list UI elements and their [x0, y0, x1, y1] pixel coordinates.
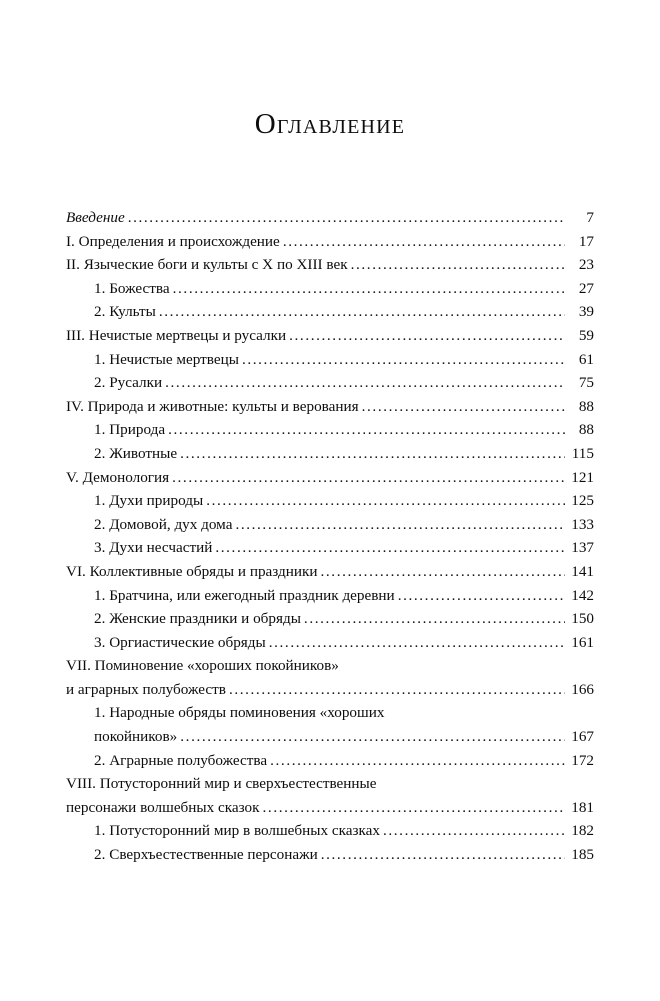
- toc-entry-title: 1. Народные обряды поминовения «хороших: [94, 704, 385, 722]
- toc-entry-page: 23: [578, 256, 594, 274]
- toc-leader-dots: [215, 540, 565, 555]
- toc-leader-dots: [351, 257, 565, 272]
- toc-entry[interactable]: [66, 823, 594, 838]
- toc-leader-dots: [321, 564, 566, 579]
- toc-entry-title: I. Определения и происхождение: [66, 232, 280, 250]
- toc-leader-dots: [304, 611, 565, 626]
- toc-entry-page: 166: [571, 680, 594, 698]
- toc-entry-title-continued: покойников»: [94, 728, 178, 746]
- toc-leader-dots: [173, 281, 565, 296]
- toc-entry-title-continued: и аграрных полубожеств: [66, 680, 226, 698]
- toc-entry-page: 150: [571, 610, 594, 628]
- toc-entry-title: 3. Оргиастические обряды: [94, 633, 266, 651]
- toc-entry[interactable]: [66, 705, 594, 744]
- toc-entry[interactable]: [66, 493, 594, 508]
- toc-leader-dots: [180, 446, 565, 461]
- toc-entry[interactable]: [66, 234, 594, 249]
- toc-entry-title: 1. Нечистые мертвецы: [94, 350, 239, 368]
- toc-entry[interactable]: [66, 776, 594, 815]
- toc-entry-title: 2. Аграрные полубожества: [94, 751, 268, 769]
- toc-entry-title: 2. Женские праздники и обряды: [94, 610, 301, 628]
- toc-entry-title: 1. Духи природы: [94, 492, 204, 510]
- toc-leader-dots: [383, 823, 565, 838]
- toc-entry-title: VI. Коллективные обряды и праздники: [66, 562, 318, 580]
- toc-leader-dots: [242, 352, 565, 367]
- toc-entry-title: 1. Божества: [94, 279, 170, 297]
- toc-entry[interactable]: [66, 422, 594, 437]
- toc-entry[interactable]: [66, 517, 594, 532]
- toc-entry-page: 7: [586, 209, 594, 226]
- toc-entry-page: 121: [571, 468, 594, 486]
- toc-leader-dots: [168, 422, 565, 437]
- toc-entry[interactable]: [66, 635, 594, 650]
- toc-entry-page: 185: [571, 846, 594, 864]
- toc-entry-page: 161: [571, 633, 594, 651]
- toc-entry-page: 133: [571, 515, 594, 533]
- toc-entry-title: 3. Духи несчастий: [94, 539, 213, 557]
- toc-entry[interactable]: [66, 328, 594, 343]
- toc-entry[interactable]: [66, 588, 594, 603]
- toc-entry[interactable]: [66, 281, 594, 296]
- toc-entry-title: 2. Сверхъестественные персонажи: [94, 846, 318, 864]
- toc-entry[interactable]: [66, 611, 594, 626]
- toc-entry[interactable]: [66, 375, 594, 390]
- toc-entry-title: IV. Природа и животные: культы и верования: [66, 397, 359, 415]
- toc-entry-page: 181: [571, 798, 594, 816]
- toc-entry-page: 17: [578, 232, 594, 250]
- toc-entry-page: 167: [571, 728, 594, 746]
- toc-entry-page: 88: [578, 421, 594, 439]
- toc-entry-page: 61: [578, 350, 594, 368]
- toc-leader-dots: [362, 399, 565, 414]
- toc-entry-title: 2. Домовой, дух дома: [94, 515, 233, 533]
- toc-entry[interactable]: [66, 753, 594, 768]
- toc-leader-dots: [321, 847, 565, 862]
- toc-entry[interactable]: [66, 257, 594, 272]
- toc-leader-dots: [263, 800, 565, 815]
- toc-entry[interactable]: [66, 352, 594, 367]
- toc-leader-dots: [165, 375, 565, 390]
- toc-entry-title: II. Языческие боги и культы с X по XIII век: [66, 256, 348, 274]
- toc-leader-dots: [229, 682, 565, 697]
- toc-entry[interactable]: [66, 658, 594, 697]
- toc-entry-page: 142: [571, 586, 594, 604]
- toc-entry-page: 115: [571, 444, 594, 462]
- page-title: Оглавление: [254, 108, 406, 140]
- toc-entry-title: 1. Братчина, или ежегодный праздник деревни: [94, 586, 395, 604]
- toc-entry-title: VIII. Потусторонний мир и сверхъестественные: [66, 775, 377, 793]
- toc-leader-dots: [289, 328, 565, 343]
- toc-leader-dots: [269, 635, 565, 650]
- toc-entry-title: 1. Природа: [94, 421, 166, 439]
- toc-entry-title: 1. Потусторонний мир в волшебных сказках: [94, 822, 380, 840]
- toc-leader-dots: [206, 493, 565, 508]
- toc-entry-title: III. Нечистые мертвецы и русалки: [66, 326, 287, 344]
- toc-entry-page: 125: [571, 492, 594, 510]
- toc-entry-title: 2. Русалки: [94, 374, 163, 392]
- toc-entry[interactable]: [66, 399, 594, 414]
- toc-entry[interactable]: [66, 210, 594, 225]
- toc-leader-dots: [128, 210, 565, 225]
- toc-entry-title: V. Демонология: [66, 468, 170, 486]
- toc-entry-title: 2. Культы: [94, 303, 156, 321]
- toc-entry-page: 59: [578, 326, 594, 344]
- toc-entry-page: 39: [578, 303, 594, 321]
- table-of-contents: [66, 210, 594, 871]
- toc-entry-page: 182: [571, 822, 594, 840]
- toc-entry[interactable]: [66, 470, 594, 485]
- toc-leader-dots: [159, 304, 565, 319]
- toc-entry[interactable]: [66, 304, 594, 319]
- toc-entry-page: 75: [578, 374, 594, 392]
- toc-entry-title: 2. Животные: [94, 444, 178, 462]
- toc-entry[interactable]: [66, 540, 594, 555]
- toc-entry-page: 141: [571, 562, 594, 580]
- toc-entry-title: VII. Поминовение «хороших покойников»: [66, 657, 339, 675]
- toc-leader-dots: [398, 588, 565, 603]
- toc-entry-title: Введение: [66, 209, 125, 226]
- toc-entry-page: 172: [571, 751, 594, 769]
- toc-leader-dots: [180, 729, 565, 744]
- toc-leader-dots: [172, 470, 565, 485]
- toc-leader-dots: [270, 753, 565, 768]
- toc-entry[interactable]: [66, 847, 594, 862]
- toc-entry[interactable]: [66, 564, 594, 579]
- toc-entry-page: 27: [578, 279, 594, 297]
- toc-entry-title-continued: персонажи волшебных сказок: [66, 798, 260, 816]
- toc-entry-page: 137: [571, 539, 594, 557]
- toc-leader-dots: [283, 234, 565, 249]
- toc-entry-page: 88: [578, 397, 594, 415]
- toc-leader-dots: [235, 517, 565, 532]
- toc-entry[interactable]: [66, 446, 594, 461]
